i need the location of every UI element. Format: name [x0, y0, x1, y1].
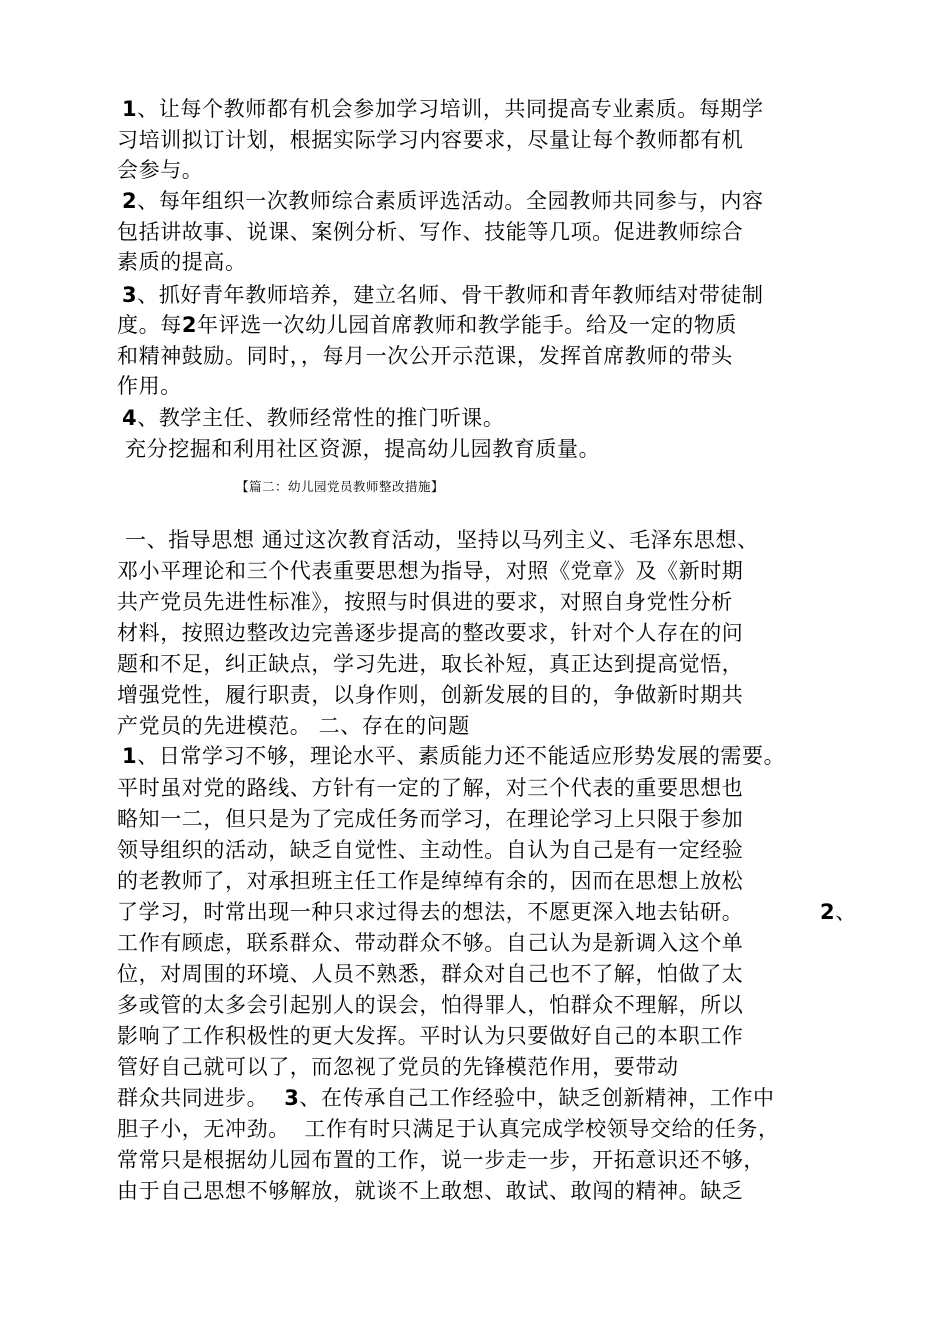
text-span: 群众共同进步。: [117, 1086, 269, 1110]
text-span: 、抓好青年教师培养，建立名师、骨干教师和青年教师结对带徒制: [137, 283, 764, 307]
text-span: 、教学主任、教师经常性的推门听课。: [137, 406, 505, 430]
item-number: 1: [122, 97, 138, 121]
text-line: 管好自己就可以了，而忽视了党员的先锋模范作用，要带动: [117, 1055, 679, 1079]
text-line: 充分挖掘和利用社区资源，提高幼儿园教育质量。: [125, 437, 601, 461]
text-span: 、日常学习不够，理论水平、素质能力还不能适应形势发展的需要。: [137, 744, 786, 768]
text-line: 略知一二，但只是为了完成任务而学习，在理论学习上只限于参加: [117, 807, 744, 831]
text-line: 材料，按照边整改边完善逐步提高的整改要求，针对个人存在的问: [117, 621, 744, 645]
item-number: 3: [122, 283, 138, 307]
text-line: [117, 1083, 775, 1113]
text-line: 由于自己思想不够解放，就谈不上敢想、敢试、敢闯的精神。缺乏: [117, 1179, 744, 1203]
text-line: [117, 310, 737, 340]
text-line: 增强党性，履行职责，以身作则，创新发展的目的，争做新时期共: [117, 683, 744, 707]
text-line: 作用。: [117, 374, 182, 398]
text-line: 领导组织的活动，缺乏自觉性、主动性。自认为自己是有一定经验: [117, 838, 744, 862]
text-line: 多或管的太多会引起别人的误会，怕得罪人，怕群众不理解，所以: [117, 993, 744, 1017]
text-line: 的老教师了，对承担班主任工作是绰绰有余的，因而在思想上放松: [117, 869, 744, 893]
text-line: 素质的提高。: [117, 250, 247, 274]
text-line: [122, 741, 785, 771]
text-line: [122, 186, 764, 216]
text-span: 度。每: [117, 313, 182, 337]
text-line: 会参与。: [117, 158, 204, 182]
text-line: 和精神鼓励。同时，，每月一次公开示范课，发挥首席教师的带头: [117, 344, 733, 368]
text-line: [122, 280, 764, 310]
text-line: 邓小平理论和三个代表重要思想为指导，对照《党章》及《新时期: [117, 559, 744, 583]
text-line: 影响了工作积极性的更大发挥。平时认为只要做好自己的本职工作: [117, 1024, 744, 1048]
item-number: 3: [284, 1086, 300, 1110]
item-number: 4: [122, 406, 138, 430]
text-line: 产党员的先进模范。 二、存在的问题: [117, 714, 470, 738]
text-line: 包括讲故事、说课、案例分析、写作、技能等几项。促进教师综合: [117, 220, 744, 244]
text-line: 了学习，时常出现一种只求过得去的想法，不愿更深入地去钻研。: [117, 900, 744, 924]
text-line: 共产党员先进性标准》，按照与时俱进的要求，对照自身党性分析: [117, 590, 733, 614]
text-line: [122, 94, 764, 124]
item-number: 2: [820, 900, 836, 924]
text-line: 一、指导思想 通过这次教育活动，坚持以马列主义、毛泽东思想、: [125, 528, 759, 552]
item-number: 1: [122, 744, 138, 768]
text-line: 胆子小，无冲劲。 工作有时只满足于认真完成学校领导交给的任务，: [117, 1117, 780, 1141]
text-line: 题和不足，纠正缺点，学习先进，取长补短，真正达到提高觉悟，: [117, 652, 744, 676]
text-line: [820, 897, 857, 927]
text-line: [122, 403, 504, 433]
text-line: 工作有顾虑，联系群众、带动群众不够。自己认为是新调入这个单: [117, 931, 744, 955]
text-line: 习培训拟订计划，根据实际学习内容要求，尽量让每个教师都有机: [117, 128, 744, 152]
text-span: 、每年组织一次教师综合素质评选活动。全园教师共同参与，内容: [137, 189, 764, 213]
text-line: 平时虽对党的路线、方针有一定的了解，对三个代表的重要思想也: [117, 776, 744, 800]
item-number: 2: [122, 189, 138, 213]
text-span: 、在传承自己工作经验中，缺乏创新精神，工作中: [299, 1086, 775, 1110]
text-line: 常常只是根据幼儿园布置的工作，说一步走一步，开拓意识还不够，: [117, 1148, 765, 1172]
section-title: 【篇二：幼儿园党员教师整改措施】: [236, 479, 445, 494]
text-span: 、让每个教师都有机会参加学习培训，共同提高专业素质。每期学: [137, 97, 764, 121]
text-span: 、: [835, 900, 857, 924]
text-line: 位，对周围的环境、人员不熟悉，群众对自己也不了解，怕做了太: [117, 962, 744, 986]
inline-number: 2: [181, 313, 198, 337]
text-span: 年评选一次幼儿园首席教师和教学能手。给及一定的物质: [197, 313, 738, 337]
